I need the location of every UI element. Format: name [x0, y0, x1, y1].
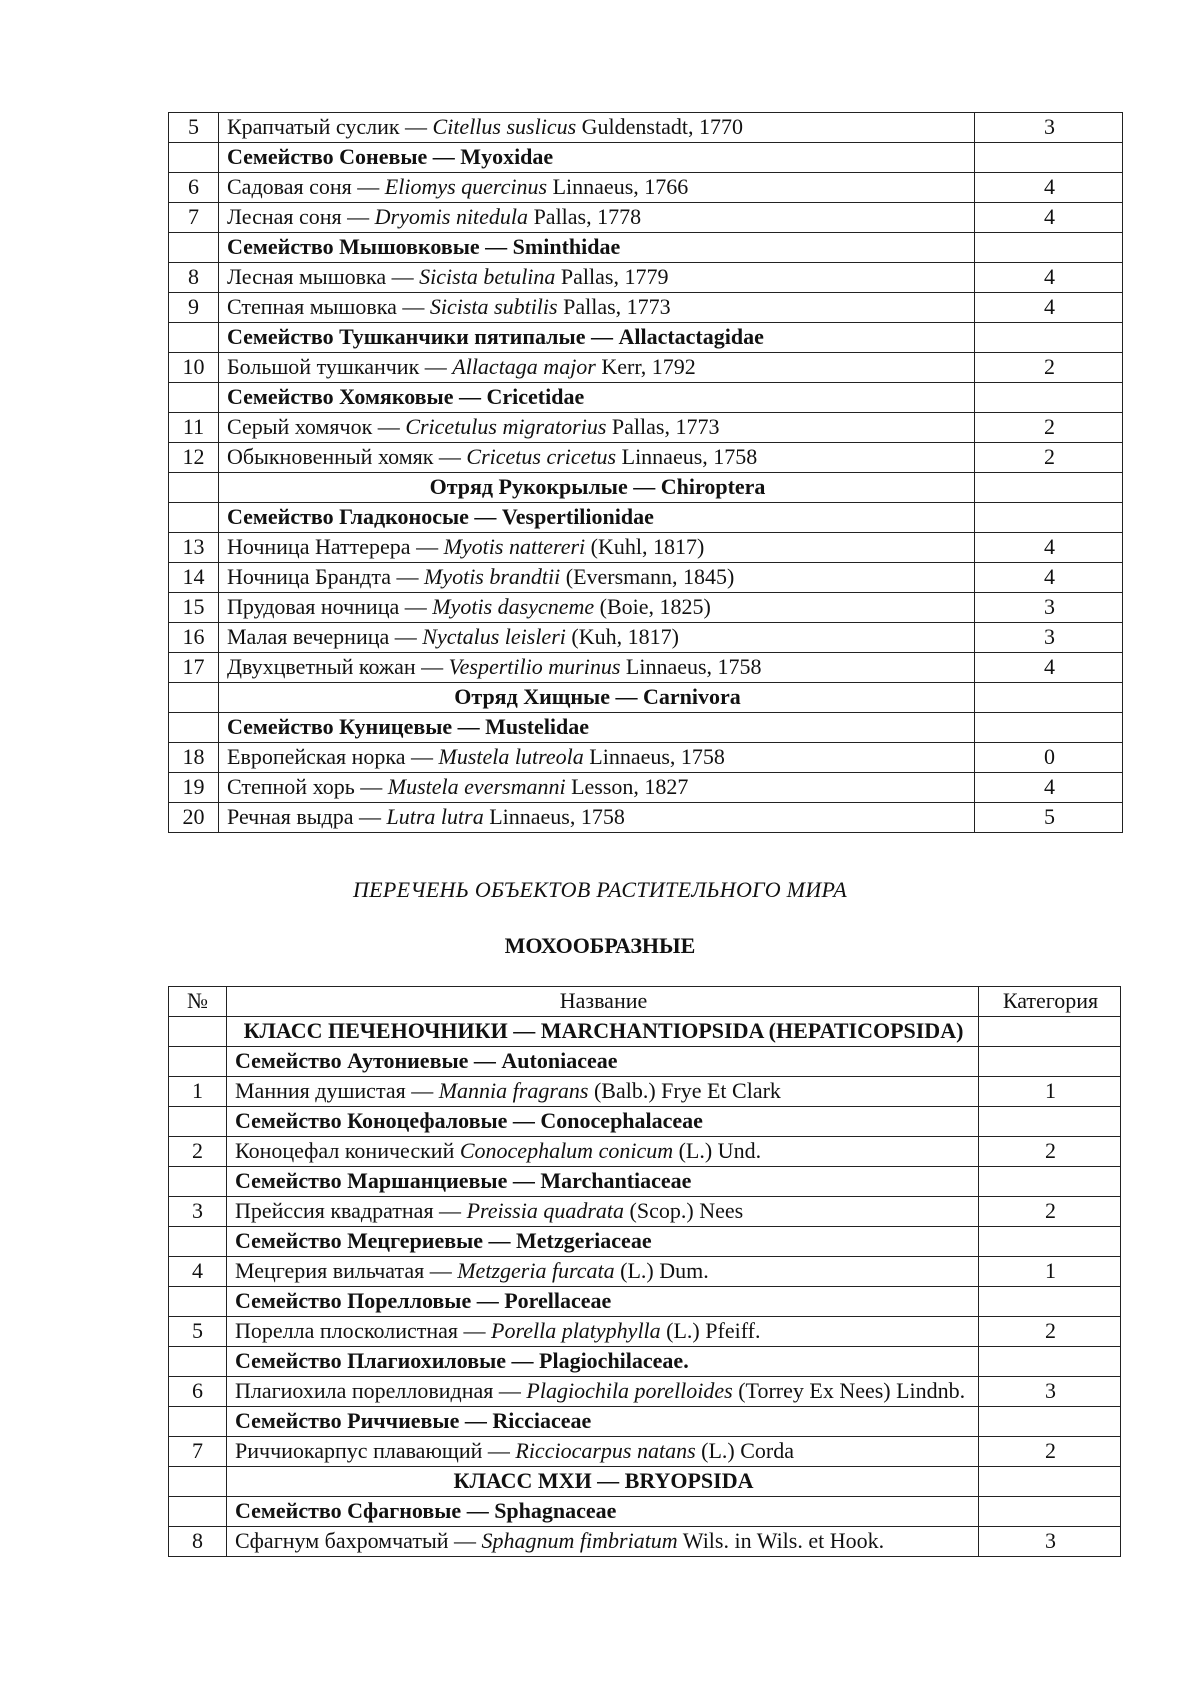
latin-name: Myotis brandtii — [423, 564, 561, 589]
row-number — [169, 1467, 227, 1497]
common-name: Отряд Рукокрылые — Chiroptera — [429, 474, 766, 499]
row-number: 5 — [169, 1317, 227, 1347]
row-number: 1 — [169, 1077, 227, 1107]
row-category: 4 — [975, 173, 1123, 203]
table-row — [169, 1257, 1121, 1287]
row-number — [169, 1167, 227, 1197]
row-category: 3 — [975, 113, 1123, 143]
header-num: № — [169, 987, 227, 1017]
author: (Torrey Ex Nees) Lindnb. — [732, 1378, 966, 1403]
row-category: 3 — [975, 593, 1123, 623]
table-row — [169, 113, 1123, 143]
row-name — [227, 1107, 979, 1137]
common-name: Речная выдра — — [227, 804, 387, 829]
row-category: 2 — [975, 443, 1123, 473]
row-number: 12 — [169, 443, 219, 473]
family-row — [169, 1227, 1121, 1257]
row-name — [219, 293, 975, 323]
latin-name: Metzgeria furcata — [457, 1258, 615, 1283]
row-number: 14 — [169, 563, 219, 593]
row-category: 4 — [975, 773, 1123, 803]
row-number: 6 — [169, 173, 219, 203]
row-number — [169, 383, 219, 413]
common-name: Семейство Порелловые — Porellaceae — [235, 1288, 612, 1313]
author: (L.) Corda — [695, 1438, 794, 1463]
row-category — [979, 1467, 1121, 1497]
class-row — [169, 1467, 1121, 1497]
flora-table-header — [169, 987, 1121, 1017]
subsection-title: МОХООБРАЗНЫЕ — [504, 933, 696, 958]
row-number — [169, 233, 219, 263]
row-number: 4 — [169, 1257, 227, 1287]
section-title: ПЕРЕЧЕНЬ ОБЪЕКТОВ РАСТИТЕЛЬНОГО МИРА — [352, 877, 848, 902]
row-number: 10 — [169, 353, 219, 383]
table-row — [169, 173, 1123, 203]
row-name — [219, 593, 975, 623]
row-number — [169, 713, 219, 743]
latin-name: Lutra lutra — [386, 804, 484, 829]
row-category — [975, 683, 1123, 713]
author: (L.) Dum. — [614, 1258, 709, 1283]
row-category — [979, 1347, 1121, 1377]
row-category — [979, 1167, 1121, 1197]
latin-name: Porella platyphylla — [491, 1318, 661, 1343]
row-category: 4 — [975, 293, 1123, 323]
order-row — [169, 683, 1123, 713]
common-name: Лесная мышовка — — [227, 264, 420, 289]
row-category: 4 — [975, 203, 1123, 233]
family-row — [169, 143, 1123, 173]
common-name: Семейство Маршанциевые — Marchantiaceae — [235, 1168, 692, 1193]
row-name — [219, 473, 975, 503]
row-name — [227, 1077, 979, 1107]
row-name — [219, 113, 975, 143]
row-name — [219, 443, 975, 473]
author: Linnaeus, 1758 — [483, 804, 625, 829]
row-number: 2 — [169, 1137, 227, 1167]
flora-table — [168, 986, 1121, 1557]
table-row — [169, 203, 1123, 233]
row-name — [227, 1047, 979, 1077]
latin-name: Myotis dasycneme — [432, 594, 595, 619]
common-name: Плагиохила порелловидная — — [235, 1378, 527, 1403]
latin-name: Eliomys quercinus — [384, 174, 548, 199]
order-row — [169, 473, 1123, 503]
header-name: Название — [227, 987, 979, 1017]
row-category: 3 — [979, 1527, 1121, 1557]
row-name — [219, 203, 975, 233]
row-number: 20 — [169, 803, 219, 833]
row-number — [169, 503, 219, 533]
row-number — [169, 1047, 227, 1077]
row-category: 2 — [979, 1137, 1121, 1167]
author: Pallas, 1779 — [555, 264, 669, 289]
latin-name: Cricetus cricetus — [466, 444, 617, 469]
row-name — [219, 263, 975, 293]
author: (Kuhl, 1817) — [585, 534, 705, 559]
author: (L.) Pfeiff. — [660, 1318, 761, 1343]
row-number: 7 — [169, 203, 219, 233]
row-name — [227, 1137, 979, 1167]
row-name — [219, 563, 975, 593]
table-row — [169, 1137, 1121, 1167]
author: Linnaeus, 1766 — [547, 174, 689, 199]
row-category: 4 — [975, 563, 1123, 593]
row-number: 16 — [169, 623, 219, 653]
table-row — [169, 773, 1123, 803]
author: (Balb.) Frye Et Clark — [588, 1078, 781, 1103]
row-number — [169, 1017, 227, 1047]
table-row — [169, 1377, 1121, 1407]
row-name — [227, 1347, 979, 1377]
latin-name: Plagiochila porelloides — [526, 1378, 733, 1403]
row-category — [979, 1017, 1121, 1047]
family-row — [169, 1167, 1121, 1197]
author: Pallas, 1773 — [606, 414, 720, 439]
common-name: Семейство Риччиевые — Ricciaceae — [235, 1408, 592, 1433]
row-name — [219, 743, 975, 773]
author: (Boie, 1825) — [594, 594, 711, 619]
row-category: 1 — [979, 1077, 1121, 1107]
common-name: Садовая соня — — [227, 174, 385, 199]
row-number: 19 — [169, 773, 219, 803]
row-category: 4 — [975, 263, 1123, 293]
common-name: Риччиокарпус плавающий — — [235, 1438, 516, 1463]
row-name — [227, 1497, 979, 1527]
row-number: 9 — [169, 293, 219, 323]
latin-name: Nyctalus leisleri — [422, 624, 566, 649]
family-row — [169, 383, 1123, 413]
row-name — [227, 1407, 979, 1437]
latin-name: Sicista betulina — [419, 264, 556, 289]
row-category — [979, 1227, 1121, 1257]
row-name — [227, 1257, 979, 1287]
common-name: Крапчатый суслик — — [227, 114, 433, 139]
latin-name: Allactaga major — [452, 354, 596, 379]
table-row — [169, 593, 1123, 623]
common-name: Степной хорь — — [227, 774, 388, 799]
row-number — [169, 1107, 227, 1137]
row-number: 3 — [169, 1197, 227, 1227]
row-category — [975, 143, 1123, 173]
author: Guldenstadt, 1770 — [576, 114, 743, 139]
author: (L.) Und. — [673, 1138, 762, 1163]
common-name: КЛАСС МХИ — BRYOPSIDA — [453, 1468, 754, 1493]
row-number — [169, 143, 219, 173]
table-row — [169, 533, 1123, 563]
row-number: 15 — [169, 593, 219, 623]
family-row — [169, 1047, 1121, 1077]
latin-name: Cricetulus migratorius — [405, 414, 607, 439]
row-number: 8 — [169, 1527, 227, 1557]
row-name — [219, 233, 975, 263]
row-category — [975, 503, 1123, 533]
row-category — [979, 1047, 1121, 1077]
latin-name: Preissia quadrata — [466, 1198, 625, 1223]
row-name — [219, 503, 975, 533]
common-name: Ночница Брандта — — [227, 564, 424, 589]
common-name: Семейство Плагиохиловые — Plagiochilaceae. — [235, 1348, 689, 1373]
latin-name: Ricciocarpus natans — [515, 1438, 696, 1463]
row-number: 8 — [169, 263, 219, 293]
common-name: Семейство Гладконосые — Vespertilionidae — [227, 504, 654, 529]
row-name — [219, 383, 975, 413]
row-category: 4 — [975, 653, 1123, 683]
common-name: Малая вечерница — — [227, 624, 423, 649]
common-name: Семейство Мецгериевые — Metzgeriaceae — [235, 1228, 652, 1253]
author: (Scop.) Nees — [624, 1198, 744, 1223]
table-row — [169, 353, 1123, 383]
table-row — [169, 623, 1123, 653]
common-name: Двухцветный кожан — — [227, 654, 449, 679]
common-name: Ночница Наттерера — — [227, 534, 444, 559]
row-category — [979, 1407, 1121, 1437]
common-name: Семейство Соневые — Myoxidae — [227, 144, 554, 169]
row-category: 2 — [975, 413, 1123, 443]
row-category: 2 — [979, 1197, 1121, 1227]
common-name: Семейство Сфагновые — Sphagnaceae — [235, 1498, 617, 1523]
family-row — [169, 1287, 1121, 1317]
family-row — [169, 233, 1123, 263]
common-name: Семейство Мышовковые — Sminthidae — [227, 234, 621, 259]
common-name: Большой тушканчик — — [227, 354, 453, 379]
family-row — [169, 1107, 1121, 1137]
table-row — [169, 263, 1123, 293]
common-name: Коноцефал конический — [235, 1138, 460, 1163]
author: (Eversmann, 1845) — [560, 564, 735, 589]
common-name: Прудовая ночница — — [227, 594, 433, 619]
row-name — [227, 1197, 979, 1227]
family-row — [169, 323, 1123, 353]
family-row — [169, 1407, 1121, 1437]
row-category: 2 — [979, 1317, 1121, 1347]
common-name: Семейство Тушканчики пятипалые — Allactactagidae — [227, 324, 764, 349]
common-name: Манния душистая — — [235, 1078, 439, 1103]
row-number: 6 — [169, 1377, 227, 1407]
author: Wils. in Wils. et Hook. — [677, 1528, 885, 1553]
common-name: КЛАСС ПЕЧЕНОЧНИКИ — MARCHANTIOPSIDA (HEPATICOPSIDA) — [243, 1018, 964, 1043]
row-name — [219, 323, 975, 353]
row-number — [169, 473, 219, 503]
latin-name: Citellus suslicus — [432, 114, 577, 139]
row-category — [979, 1107, 1121, 1137]
row-number: 17 — [169, 653, 219, 683]
row-number — [169, 1347, 227, 1377]
row-number — [169, 683, 219, 713]
author: Lesson, 1827 — [565, 774, 689, 799]
row-name — [227, 1377, 979, 1407]
row-category: 1 — [979, 1257, 1121, 1287]
row-number — [169, 1407, 227, 1437]
row-name — [227, 1527, 979, 1557]
row-category — [975, 473, 1123, 503]
row-name — [219, 623, 975, 653]
row-number: 5 — [169, 113, 219, 143]
row-category — [975, 713, 1123, 743]
common-name: Прейссия квадратная — — [235, 1198, 467, 1223]
latin-name: Myotis nattereri — [443, 534, 586, 559]
header-category: Категория — [979, 987, 1121, 1017]
row-name — [219, 803, 975, 833]
table-row — [169, 413, 1123, 443]
row-category: 3 — [975, 623, 1123, 653]
common-name: Семейство Аутониевые — Autoniaceae — [235, 1048, 618, 1073]
latin-name: Dryomis nitedula — [374, 204, 529, 229]
row-name — [227, 1437, 979, 1467]
row-category: 5 — [975, 803, 1123, 833]
row-name — [219, 413, 975, 443]
family-row — [169, 1497, 1121, 1527]
author: Pallas, 1773 — [557, 294, 671, 319]
author: Linnaeus, 1758 — [616, 444, 758, 469]
table-row — [169, 743, 1123, 773]
table-row — [169, 1437, 1121, 1467]
table-row — [169, 563, 1123, 593]
row-category — [979, 1287, 1121, 1317]
table-row — [169, 803, 1123, 833]
author: Linnaeus, 1758 — [620, 654, 762, 679]
latin-name: Mannia fragrans — [438, 1078, 589, 1103]
common-name: Семейство Куницевые — Mustelidae — [227, 714, 590, 739]
row-name — [227, 1167, 979, 1197]
family-row — [169, 713, 1123, 743]
latin-name: Mustela eversmanni — [387, 774, 566, 799]
common-name: Серый хомячок — — [227, 414, 406, 439]
common-name: Сфагнум бахромчатый — — [235, 1528, 482, 1553]
common-name: Степная мышовка — — [227, 294, 430, 319]
row-number: 18 — [169, 743, 219, 773]
common-name: Отряд Хищные — Carnivora — [454, 684, 741, 709]
row-name — [227, 1017, 979, 1047]
row-category — [975, 233, 1123, 263]
latin-name: Sphagnum fimbriatum — [481, 1528, 678, 1553]
row-name — [219, 683, 975, 713]
row-category — [979, 1497, 1121, 1527]
table-row — [169, 653, 1123, 683]
row-number — [169, 1287, 227, 1317]
latin-name: Mustela lutreola — [438, 744, 584, 769]
row-category: 4 — [975, 533, 1123, 563]
row-name — [219, 773, 975, 803]
row-name — [219, 143, 975, 173]
row-name — [227, 1227, 979, 1257]
table-row — [169, 1197, 1121, 1227]
row-number: 7 — [169, 1437, 227, 1467]
fauna-table-body — [169, 113, 1123, 833]
table-row — [169, 1077, 1121, 1107]
fauna-table — [168, 112, 1123, 833]
row-number — [169, 1497, 227, 1527]
common-name: Семейство Хомяковые — Cricetidae — [227, 384, 585, 409]
author: Pallas, 1778 — [528, 204, 642, 229]
row-category — [975, 383, 1123, 413]
common-name: Европейская норка — — [227, 744, 439, 769]
row-category: 3 — [979, 1377, 1121, 1407]
row-category: 2 — [975, 353, 1123, 383]
row-number: 11 — [169, 413, 219, 443]
common-name: Семейство Коноцефаловые — Conocephalaceae — [235, 1108, 703, 1133]
row-name — [219, 353, 975, 383]
family-row — [169, 503, 1123, 533]
row-name — [219, 533, 975, 563]
header-row — [169, 987, 1121, 1017]
author: (Kuh, 1817) — [565, 624, 679, 649]
row-number — [169, 1227, 227, 1257]
row-category: 2 — [979, 1437, 1121, 1467]
row-name — [227, 1467, 979, 1497]
latin-name: Conocephalum conicum — [459, 1138, 674, 1163]
common-name: Мецгерия вильчатая — — [235, 1258, 458, 1283]
row-name — [227, 1317, 979, 1347]
common-name: Порелла плосколистная — — [235, 1318, 492, 1343]
row-name — [219, 173, 975, 203]
row-name — [227, 1287, 979, 1317]
row-number: 13 — [169, 533, 219, 563]
table-row — [169, 1527, 1121, 1557]
row-category: 0 — [975, 743, 1123, 773]
family-row — [169, 1347, 1121, 1377]
flora-table-body — [169, 1017, 1121, 1557]
table-row — [169, 443, 1123, 473]
author: Linnaeus, 1758 — [583, 744, 725, 769]
class-row — [169, 1017, 1121, 1047]
table-row — [169, 293, 1123, 323]
row-category — [975, 323, 1123, 353]
row-name — [219, 653, 975, 683]
row-number — [169, 323, 219, 353]
common-name: Обыкновенный хомяк — — [227, 444, 467, 469]
table-row — [169, 1317, 1121, 1347]
row-name — [219, 713, 975, 743]
latin-name: Vespertilio murinus — [448, 654, 621, 679]
latin-name: Sicista subtilis — [429, 294, 558, 319]
author: Kerr, 1792 — [595, 354, 696, 379]
common-name: Лесная соня — — [227, 204, 375, 229]
